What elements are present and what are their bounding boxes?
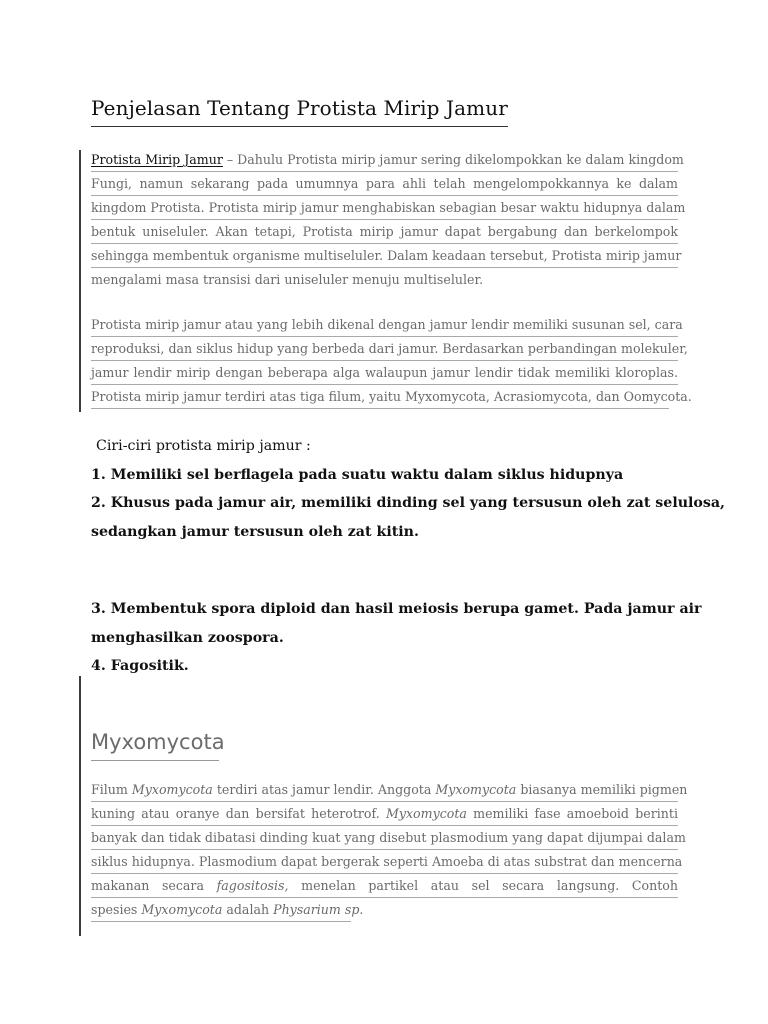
characteristics-list (91, 432, 725, 546)
list-heading: Ciri-ciri protista mirip jamur : (96, 438, 311, 454)
list-item: 4. Fagositik. (91, 658, 189, 674)
text-line: sehingga membentuk organisme multiseluler. Dalam keadaan tersebut, Protista mirip jamur (91, 244, 678, 268)
text-line: siklus hidupnya. Plasmodium dapat bergerak seperti Amoeba di atas substrat dan mencerna (91, 850, 678, 874)
list-item-continuation: sedangkan jamur tersusun oleh zat kitin. (91, 523, 419, 540)
page-title: Penjelasan Tentang Protista Mirip Jamur (91, 96, 508, 127)
text-line: makanan secara fagositosis, menelan partikel atau sel secara langsung. Contoh (91, 874, 678, 898)
second-paragraph (91, 313, 692, 409)
list-item: 1. Memiliki sel berflagela pada suatu waktu dalam siklus hidupnya (91, 466, 624, 483)
text-line: banyak dan tidak dibatasi dinding kuat yang disebut plasmodium yang dapat dijumpai dalam (91, 826, 678, 850)
text-line: Protista mirip jamur atau yang lebih dikenal dengan jamur lendir memiliki susunan sel, cara (91, 313, 678, 337)
text-line: kingdom Protista. Protista mirip jamur menghabiskan sebagian besar waktu hidupnya dalam (91, 196, 678, 220)
left-margin-bar (79, 150, 81, 412)
text-line: kuning atau oranye dan bersifat heterotrof. Myxomycota memiliki fase amoeboid berinti (91, 802, 678, 826)
text-line: spesies Myxomycota adalah Physarium sp. (91, 898, 351, 922)
text-line: Fungi, namun sekarang pada umumnya para ahli telah mengelompokkannya ke dalam (91, 172, 678, 196)
list-item: 2. Khusus pada jamur air, memiliki dinding sel yang tersusun oleh zat selulosa, (91, 495, 725, 511)
section-heading: Myxomycota (91, 730, 219, 761)
characteristics-list-continued (91, 595, 702, 681)
list-item-continuation: menghasilkan zoospora. (91, 629, 284, 646)
intro-paragraph (91, 148, 686, 291)
myxomycota-paragraph (91, 778, 688, 922)
text-line: Protista Mirip Jamur – Dahulu Protista mirip jamur sering dikelompokkan ke dalam kingdom (91, 148, 678, 172)
text-line: Filum Myxomycota terdiri atas jamur lendir. Anggota Myxomycota biasanya memiliki pigmen (91, 778, 678, 802)
left-margin-bar (79, 676, 81, 936)
lead-term: Protista Mirip Jamur (91, 152, 223, 167)
text-line: Protista mirip jamur terdiri atas tiga filum, yaitu Myxomycota, Acrasiomycota, dan Oomycota. (91, 385, 669, 409)
text-line: jamur lendir mirip dengan beberapa alga walaupun jamur lendir tidak memiliki kloroplas. (91, 361, 678, 385)
list-item: 3. Membentuk spora diploid dan hasil meiosis berupa gamet. Pada jamur air (91, 601, 702, 617)
text-line: bentuk uniseluler. Akan tetapi, Protista mirip jamur dapat bergabung dan berkelompok (91, 220, 678, 244)
text-line: mengalami masa transisi dari uniseluler menuju multiseluler. (91, 272, 484, 287)
text-line: reproduksi, dan siklus hidup yang berbeda dari jamur. Berdasarkan perbandingan molekuler, (91, 337, 678, 361)
